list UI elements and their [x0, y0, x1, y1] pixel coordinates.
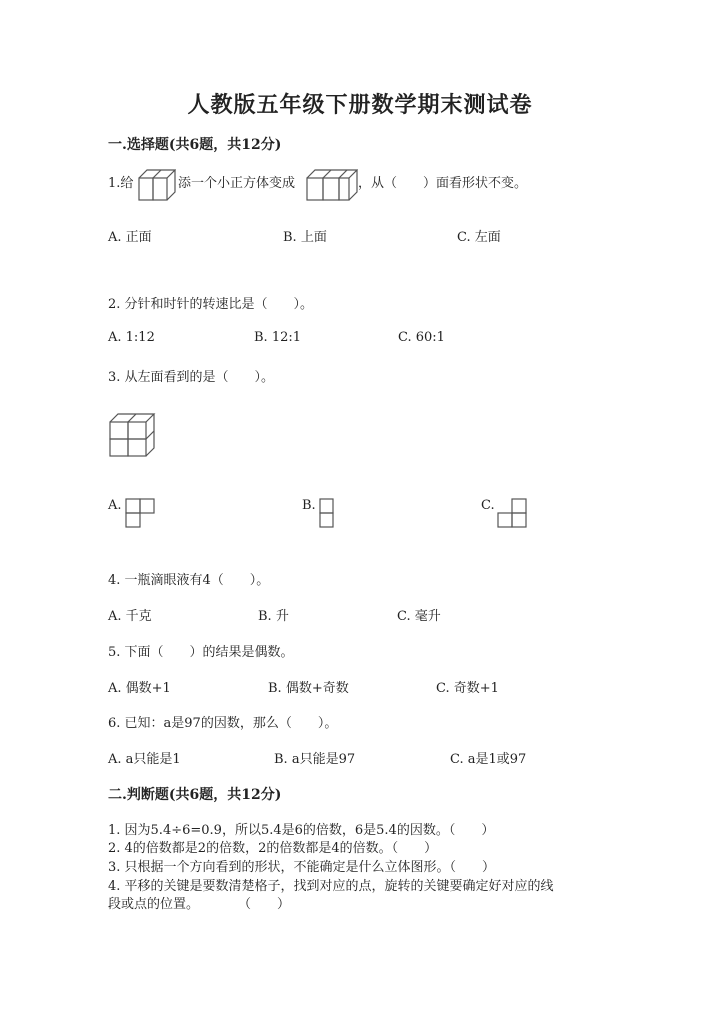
q5-option-a[interactable]: A. 偶数+1: [108, 681, 171, 696]
section-heading-choice: 一.选择题(共6题，共12分): [108, 137, 282, 153]
q3-option-a[interactable]: A.: [108, 498, 122, 513]
q2-option-b[interactable]: B. 12:1: [254, 330, 302, 345]
q3-option-c[interactable]: C.: [481, 498, 495, 513]
judgment-item-3: 3. 只根据一个方向看到的形状，不能确定是什么立体图形。（ ）: [108, 860, 496, 875]
q1-prefix: 1.给: [108, 176, 134, 191]
page-title: 人教版五年级下册数学期末测试卷: [187, 92, 533, 118]
q6-text: 6. 已知：a是97的因数，那么（ ）。: [108, 716, 338, 731]
judgment-item-1: 1. 因为5.4÷6=0.9，所以5.4是6的倍数，6是5.4的因数。（ ）: [108, 823, 495, 838]
q2-option-c[interactable]: C. 60:1: [398, 330, 445, 345]
q1-middle: 添一个小正方体变成: [178, 176, 296, 191]
q3-text: 3. 从左面看到的是（ ）。: [108, 370, 275, 385]
q1-cube-figure-two: [138, 166, 176, 204]
q1-cube-figure-three: [306, 166, 358, 204]
q4-text: 4. 一瓶滴眼液有4（ ）。: [108, 573, 270, 588]
q1-option-b[interactable]: B. 上面: [283, 230, 327, 245]
q5-option-b[interactable]: B. 偶数+奇数: [268, 681, 349, 696]
judgment-item-4: 4. 平移的关键是要数清楚格子，找到对应的点，旋转的关键要确定好对应的线: [108, 879, 554, 894]
q6-option-b[interactable]: B. a只能是97: [274, 752, 356, 767]
q4-option-a[interactable]: A. 千克: [108, 609, 152, 624]
judgment-item-4-continued: 段或点的位置。 （ ）: [108, 897, 291, 912]
q4-option-c[interactable]: C. 毫升: [397, 609, 441, 624]
q3-option-c-figure: [496, 497, 530, 529]
q5-option-c[interactable]: C. 奇数+1: [436, 681, 499, 696]
q2-option-a[interactable]: A. 1:12: [108, 330, 155, 345]
section-heading-judgment: 二.判断题(共6题，共12分): [108, 787, 282, 803]
q1-option-c[interactable]: C. 左面: [457, 230, 501, 245]
q3-cube-figure: [108, 412, 156, 458]
q4-option-b[interactable]: B. 升: [258, 609, 289, 624]
q2-text: 2. 分针和时针的转速比是（ ）。: [108, 297, 314, 312]
q3-option-b-figure: [318, 497, 336, 529]
q1-suffix: ，从（ ）面看形状不变。: [358, 176, 528, 191]
judgment-item-2: 2. 4的倍数都是2的倍数，2的倍数都是4的倍数。（ ）: [108, 841, 438, 856]
q3-option-a-figure: [124, 497, 158, 529]
q6-option-c[interactable]: C. a是1或97: [450, 752, 527, 767]
q3-option-b[interactable]: B.: [302, 498, 316, 513]
q6-option-a[interactable]: A. a只能是1: [108, 752, 181, 767]
q1-option-a[interactable]: A. 正面: [108, 230, 152, 245]
q5-text: 5. 下面（ ）的结果是偶数。: [108, 645, 294, 660]
